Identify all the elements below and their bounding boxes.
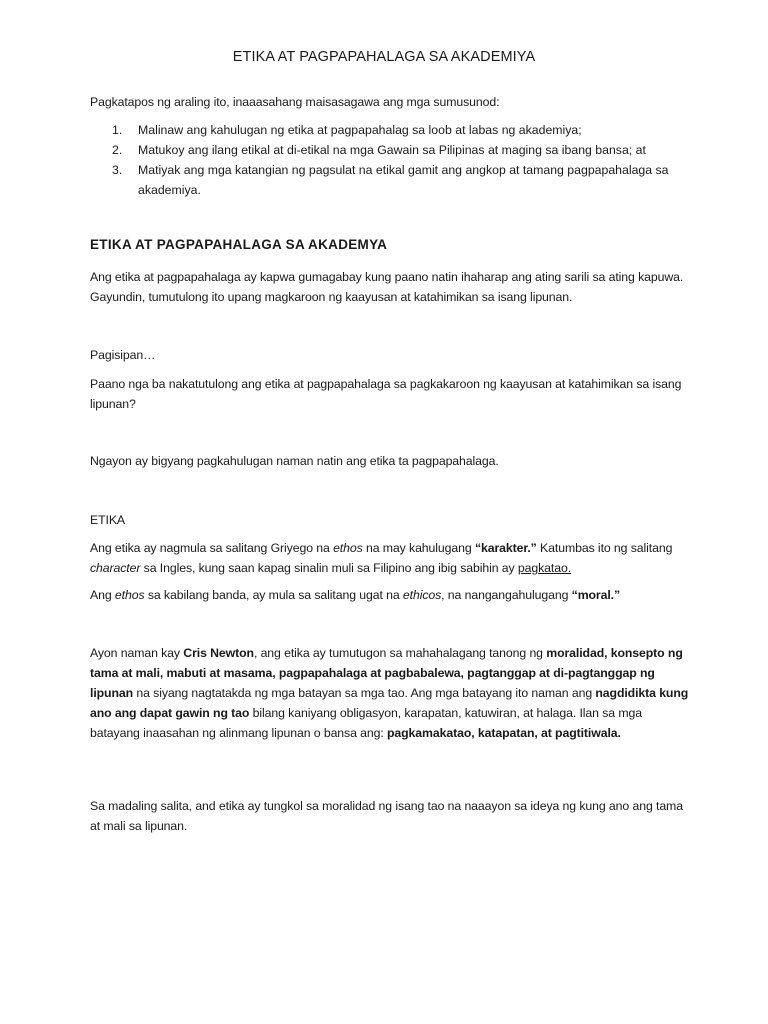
reflect-label: Pagisipan… <box>90 348 156 362</box>
paragraph-intro: Ang etika at pagpapahalaga ay kapwa gumagabay kung paano natin ihaharap ang ating sarili sa ating kapuwa. Gayundin, tumutulong ito upang magkaroon ng kaayusan at katahimikan sa isang lipunan. <box>90 270 684 304</box>
reflect-question: Paano nga ba nakatutulong ang etika at pagpapahalaga sa pagkakaroon ng kaayusan at katahimikan sa isang lipunan? <box>90 377 682 411</box>
objectives-list <box>90 120 690 200</box>
list-item: 1. Malinaw ang kahulugan ng etika at pagpapahalag sa loob at labas ng akademiya; <box>112 123 582 137</box>
page-title: ETIKA AT PAGPAPAHALAGA SA AKADEMIYA <box>232 49 536 65</box>
section-heading: ETIKA AT PAGPAPAHALAGA SA AKADEMYA <box>90 237 388 252</box>
newton-paragraph: Ayon naman kay Cris Newton, ang etika ay tumutugon sa mahahalagang tanong ng moralidad, konsepto ng tama at mali, mabuti at masama, pagpapahalaga at pagbabalewa, pagtanggap at di-pagtanggap ng lipunan na siyang nagtatakda ng mga batayan sa mga tao. Ang mga batayang ito naman ang nagdidikta kung ano ang dapat gawin ng tao bilang kaniyang obligasyon, karapatan, katuwiran, at halaga. Ilan sa mga batayang inaasahan ng alinmang lipunan o bansa ang: pagkamakatao, katapatan, at pagtitiwala. <box>90 646 689 740</box>
paragraph-define: Ngayon ay bigyang pagkahulugan naman natin ang etika ta pagpapahalaga. <box>90 454 499 468</box>
summary-paragraph: Sa madaling salita, and etika ay tungkol sa moralidad ng isang tao na naaayon sa ideya ng kung ano ang tama at mali sa lipunan. <box>90 799 683 833</box>
etika-paragraph-2: Ang ethos sa kabilang banda, ay mula sa salitang ugat na ethicos, na nangangahulugang “moral.” <box>90 588 621 602</box>
list-item: 2. Matukoy ang ilang etikal at di-etikal na mga Gawain sa Pilipinas at maging sa ibang bansa; at <box>112 143 646 157</box>
intro-text: Pagkatapos ng araling ito, inaaasahang maisasagawa ang mga sumusunod: <box>90 95 500 109</box>
list-item: 3. Matiyak ang mga katangian ng pagsulat na etikal gamit ang angkop at tamang pagpapahalaga sa akademiya. <box>112 163 669 197</box>
etika-heading: ETIKA <box>90 513 126 527</box>
etika-paragraph-1: Ang etika ay nagmula sa salitang Griyego na ethos na may kahulugang “karakter.” Katumbas ito ng salitang character sa Ingles, kung saan kapag sinalin muli sa Filipino ang ibig sabihin ay pagkatao. <box>90 541 673 575</box>
